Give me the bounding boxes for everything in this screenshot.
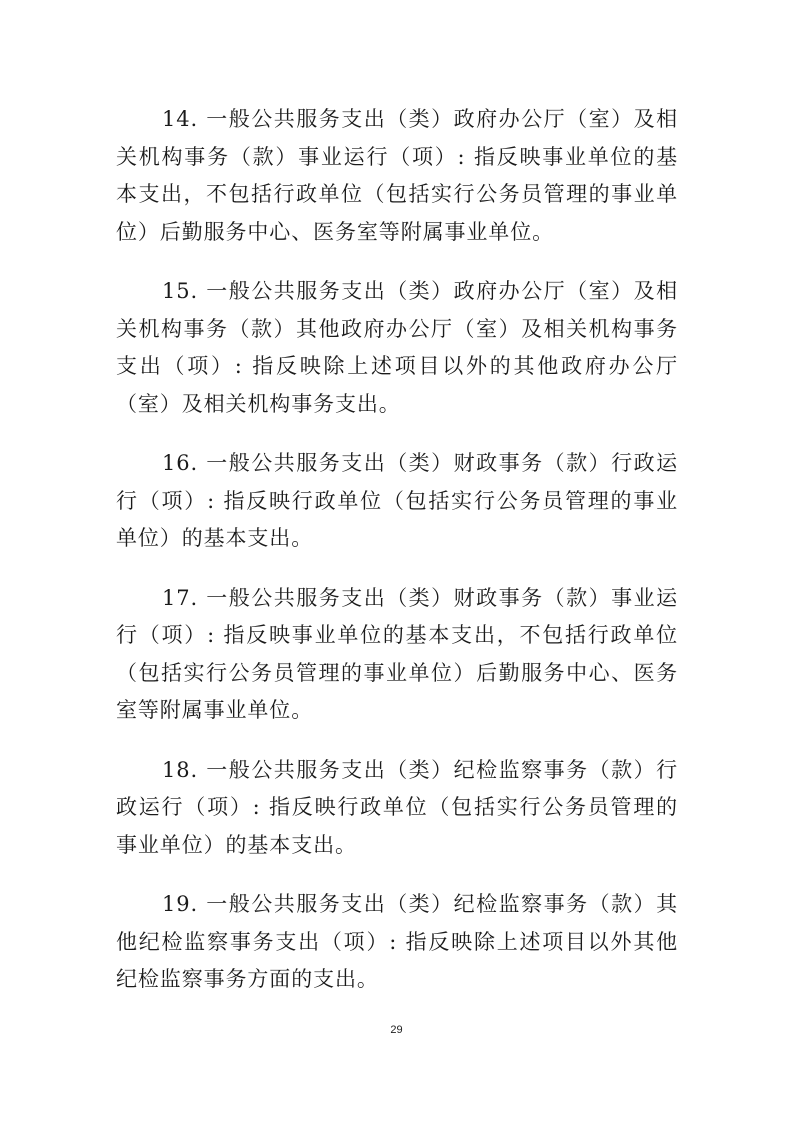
paragraph-15: 15. 一般公共服务支出（类）政府办公厅（室）及相关机构事务（款）其他政府办公厅（室）及相关机构事务支出（项）: 指反映除上述项目以外的其他政府办公厅（室）及相关机构事务支出。 [116, 279, 678, 416]
paragraph-16: 16. 一般公共服务支出（类）财政事务（款）行政运行（项）: 指反映行政单位（包括实行公务员管理的事业单位）的基本支出。 [116, 451, 678, 550]
paragraph-18: 18. 一般公共服务支出（类）纪检监察事务（款）行政运行（项）: 指反映行政单位（包括实行公务员管理的事业单位）的基本支出。 [116, 757, 678, 857]
page-number: 29 [390, 1024, 403, 1036]
document-body [116, 101, 678, 1021]
paragraph-19: 19. 一般公共服务支出（类）纪检监察事务（款）其他纪检监察事务支出（项）: 指反映除上述项目以外其他纪检监察事务方面的支出。 [116, 892, 678, 991]
paragraph-17: 17. 一般公共服务支出（类）财政事务（款）事业运行（项）: 指反映事业单位的基本支出，不包括行政单位（包括实行公务员管理的事业单位）后勤服务中心、医务室等附属事业单位。 [116, 585, 678, 722]
paragraph-14: 14. 一般公共服务支出（类）政府办公厅（室）及相关机构事务（款）事业运行（项）: 指反映事业单位的基本支出，不包括行政单位（包括实行公务员管理的事业单位）后勤服务中心、医务室等附属事业单位。 [116, 107, 678, 244]
